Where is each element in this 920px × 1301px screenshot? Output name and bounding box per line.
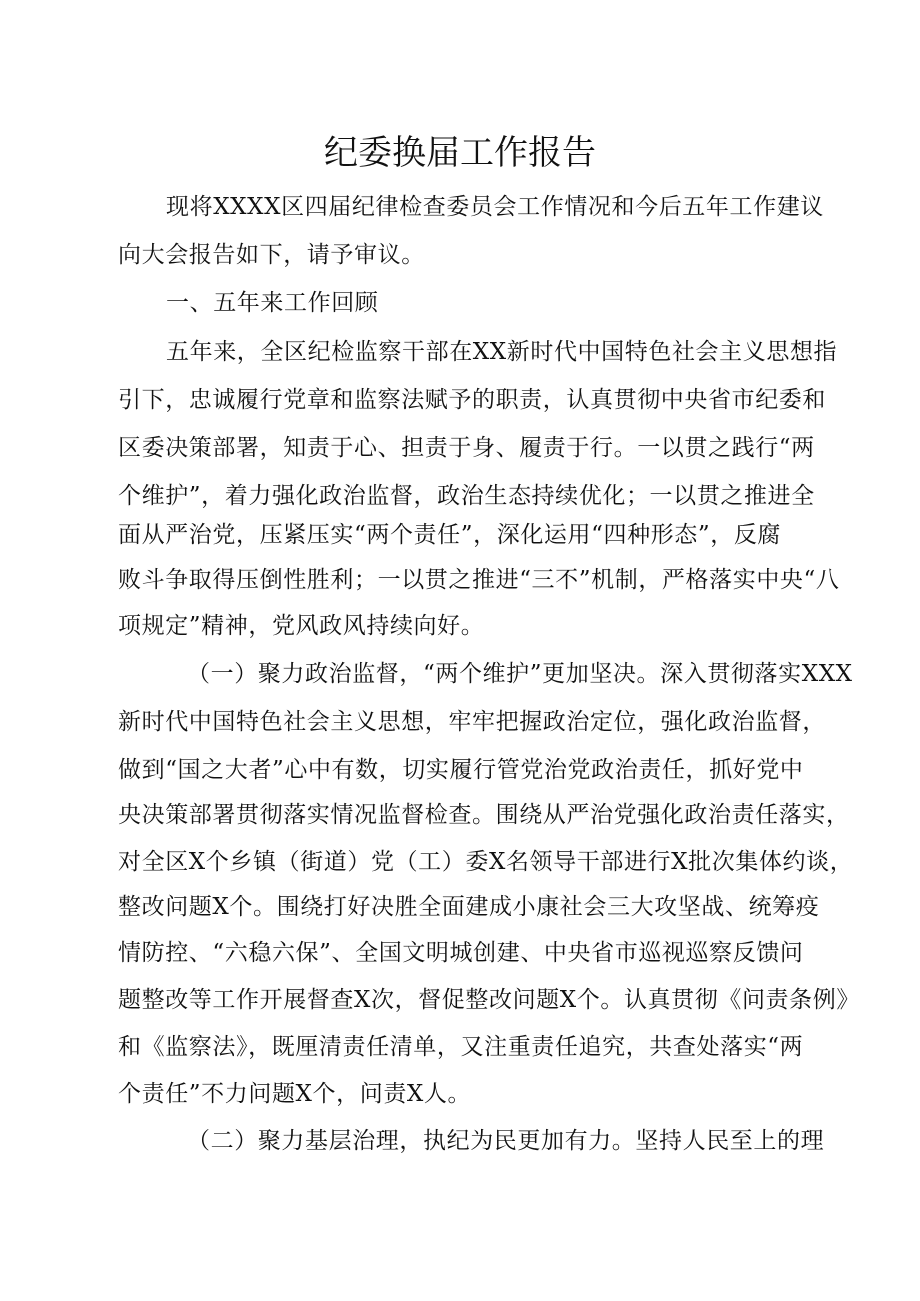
paragraph-line: 题整改等工作开展督查X次，督促整改问题X个。认真贯彻《问责条例》: [118, 987, 860, 1013]
paragraph-line: 区委决策部署，知责于心、担责于身、履责于行。一以贯之践行“两: [118, 435, 815, 461]
document-title: 纪委换届工作报告: [324, 133, 596, 173]
paragraph-line: 现将XXXX区四届纪律检查委员会工作情况和今后五年工作建议: [166, 194, 824, 220]
subsection-heading: （一）聚力政治监督，“两个维护”更加坚决。深入贯彻落实XXX: [187, 661, 853, 687]
paragraph-line: 向大会报告如下，请予审议。: [118, 242, 425, 268]
paragraph-line: 新时代中国特色社会主义思想，牢牢把握政治定位，强化政治监督，: [118, 709, 826, 735]
paragraph-line: 和《监察法》，既厘清责任清单，又注重责任追究，共查处落实“两: [118, 1034, 804, 1060]
subsection-heading: （二）聚力基层治理，执纪为民更加有力。坚持人民至上的理: [187, 1128, 825, 1154]
paragraph-line: 央决策部署贯彻落实情况监督检查。围绕从严治党强化政治责任落实，: [118, 802, 850, 828]
paragraph-line: 整改问题X个。围绕打好决胜全面建成小康社会三大攻坚战、统筹疫: [118, 894, 820, 920]
paragraph-line: 项规定”精神，党风政风持续向好。: [118, 613, 485, 639]
paragraph-line: 引下，忠诚履行党章和监察法赋予的职责，认真贯彻中央省市纪委和: [118, 387, 826, 413]
paragraph-line: 五年来，全区纪检监察干部在XX新时代中国特色社会主义思想指: [166, 339, 838, 365]
paragraph-line: 败斗争取得压倒性胜利；一以贯之推进“三不”机制，严格落实中央“八: [118, 567, 840, 593]
paragraph-line: 做到“国之大者”心中有数，切实履行管党治党政治责任，抓好党中: [118, 757, 804, 783]
paragraph-line: 面从严治党，压紧压实“两个责任”，深化运用“四种形态”，反腐: [118, 522, 782, 548]
paragraph-line: 个维护”，着力强化政治监督，政治生态持续优化；一以贯之推进全: [118, 483, 815, 509]
paragraph-line: 情防控、“六稳六保”、全国文明城创建、中央省市巡视巡察反馈问: [118, 940, 804, 966]
section-heading: 一、五年来工作回顾: [166, 290, 379, 316]
paragraph-line: 对全区X个乡镇（街道）党（工）委X名领导干部进行X批次集体约谈，: [118, 849, 854, 875]
paragraph-line: 个责任”不力问题X个，问责X人。: [118, 1081, 472, 1107]
